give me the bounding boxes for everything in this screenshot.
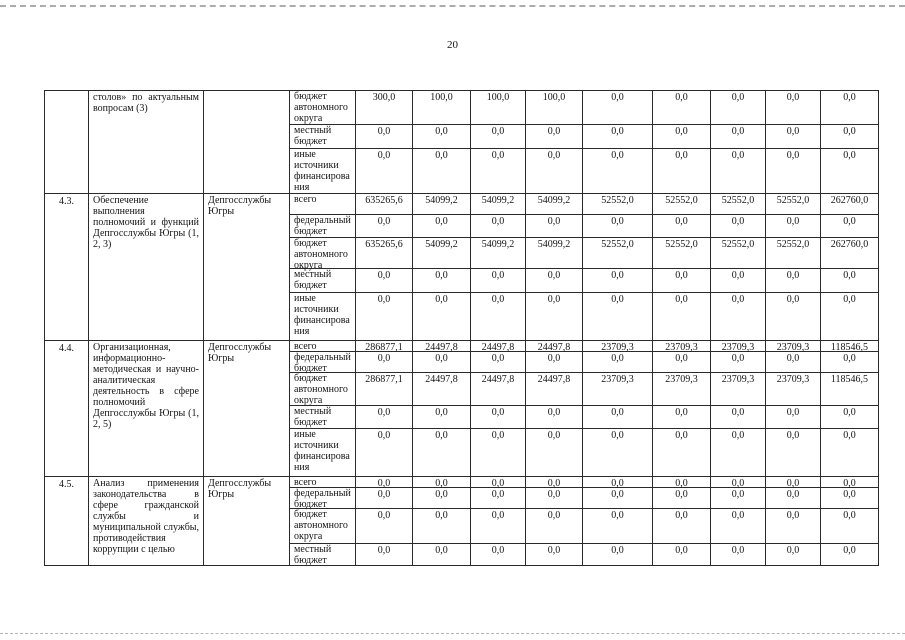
amount-cell: 23709,3 [766, 341, 821, 352]
amount-cell: 52552,0 [583, 194, 653, 215]
amount-cell: 0,0 [413, 488, 471, 509]
amount-cell: 0,0 [711, 509, 766, 544]
amount-cell: 0,0 [413, 509, 471, 544]
amount-cell: 0,0 [526, 215, 583, 238]
responsible-executor: Депгосслужбы Югры [204, 194, 290, 341]
funding-source: местный бюджет [290, 269, 356, 293]
amount-total-cell: 635265,6 [356, 194, 413, 215]
amount-cell: 0,0 [583, 488, 653, 509]
amount-cell: 0,0 [526, 149, 583, 194]
amount-total-cell: 300,0 [356, 91, 413, 125]
scan-edge-bottom [0, 633, 905, 634]
amount-total-cell: 0,0 [356, 269, 413, 293]
amount-cell: 0,0 [821, 269, 879, 293]
amount-cell: 0,0 [583, 406, 653, 429]
amount-total-cell: 286877,1 [356, 341, 413, 352]
amount-cell: 23709,3 [583, 341, 653, 352]
funding-source: местный бюджет [290, 406, 356, 429]
amount-cell: 0,0 [711, 91, 766, 125]
amount-cell: 0,0 [821, 509, 879, 544]
amount-cell: 23709,3 [583, 373, 653, 406]
amount-cell: 0,0 [821, 125, 879, 149]
amount-cell: 23709,3 [711, 341, 766, 352]
amount-cell: 0,0 [583, 477, 653, 488]
amount-cell: 262760,0 [821, 238, 879, 269]
amount-cell: 118546,5 [821, 373, 879, 406]
measure-number: 4.5. [45, 477, 89, 566]
amount-cell: 0,0 [766, 293, 821, 341]
amount-cell: 0,0 [526, 544, 583, 566]
amount-cell: 0,0 [471, 429, 526, 477]
amount-cell: 54099,2 [471, 238, 526, 269]
responsible-executor: Депгосслужбы Югры [204, 341, 290, 477]
amount-cell: 0,0 [413, 477, 471, 488]
amount-cell: 52552,0 [583, 238, 653, 269]
amount-total-cell: 0,0 [356, 293, 413, 341]
amount-cell: 0,0 [583, 509, 653, 544]
amount-cell: 0,0 [766, 509, 821, 544]
amount-total-cell: 0,0 [356, 429, 413, 477]
amount-cell: 0,0 [471, 477, 526, 488]
amount-cell: 0,0 [821, 477, 879, 488]
amount-cell: 0,0 [653, 91, 711, 125]
amount-cell: 0,0 [766, 429, 821, 477]
amount-cell: 0,0 [526, 293, 583, 341]
amount-cell: 0,0 [766, 149, 821, 194]
amount-cell: 0,0 [526, 269, 583, 293]
amount-cell: 0,0 [821, 149, 879, 194]
amount-cell: 0,0 [821, 406, 879, 429]
amount-cell: 0,0 [471, 125, 526, 149]
amount-cell: 0,0 [526, 488, 583, 509]
funding-source: бюджет автономного округа [290, 238, 356, 269]
amount-cell: 100,0 [526, 91, 583, 125]
amount-total-cell: 0,0 [356, 352, 413, 373]
amount-cell: 24497,8 [471, 373, 526, 406]
amount-cell: 0,0 [583, 544, 653, 566]
amount-cell: 0,0 [821, 429, 879, 477]
amount-cell: 0,0 [653, 544, 711, 566]
amount-total-cell: 286877,1 [356, 373, 413, 406]
amount-total-cell: 0,0 [356, 406, 413, 429]
amount-cell: 0,0 [653, 406, 711, 429]
amount-cell: 0,0 [821, 544, 879, 566]
amount-cell: 0,0 [766, 91, 821, 125]
amount-cell: 0,0 [766, 544, 821, 566]
funding-source: бюджет автономного округа [290, 509, 356, 544]
amount-cell: 0,0 [821, 91, 879, 125]
funding-source: иные источники финансирования [290, 149, 356, 194]
amount-cell: 0,0 [653, 149, 711, 194]
amount-cell: 0,0 [766, 125, 821, 149]
amount-cell: 24497,8 [413, 341, 471, 352]
measure-number [45, 91, 89, 194]
amount-cell: 0,0 [766, 352, 821, 373]
funding-source: всего [290, 194, 356, 215]
scan-edge-top [0, 5, 905, 7]
measure-name: Обеспечение выполнения полномочий и функций Депгосслужбы Югры (1, 2, 3) [89, 194, 204, 341]
amount-cell: 0,0 [583, 91, 653, 125]
funding-source: иные источники финансирования [290, 293, 356, 341]
amount-cell: 0,0 [711, 149, 766, 194]
amount-cell: 23709,3 [653, 341, 711, 352]
funding-source: всего [290, 341, 356, 352]
page-number: 20 [447, 39, 458, 51]
amount-cell: 0,0 [413, 125, 471, 149]
amount-cell: 0,0 [413, 406, 471, 429]
funding-source: бюджет автономного округа [290, 91, 356, 125]
amount-cell: 0,0 [653, 352, 711, 373]
amount-cell: 0,0 [526, 509, 583, 544]
amount-cell: 0,0 [471, 488, 526, 509]
amount-cell: 0,0 [413, 429, 471, 477]
funding-source: местный бюджет [290, 125, 356, 149]
responsible-executor: Депгосслужбы Югры [204, 477, 290, 566]
amount-cell: 0,0 [471, 406, 526, 429]
amount-cell: 0,0 [821, 352, 879, 373]
amount-cell: 0,0 [471, 149, 526, 194]
amount-cell: 0,0 [583, 215, 653, 238]
amount-cell: 54099,2 [526, 238, 583, 269]
amount-cell: 0,0 [471, 544, 526, 566]
amount-cell: 0,0 [583, 429, 653, 477]
amount-cell: 0,0 [653, 215, 711, 238]
amount-cell: 0,0 [413, 149, 471, 194]
amount-total-cell: 0,0 [356, 488, 413, 509]
measure-name: столов» по актуальным вопросам (3) [89, 91, 204, 194]
amount-cell: 0,0 [766, 269, 821, 293]
amount-cell: 0,0 [653, 293, 711, 341]
amount-total-cell: 0,0 [356, 125, 413, 149]
amount-cell: 0,0 [583, 293, 653, 341]
amount-cell: 54099,2 [471, 194, 526, 215]
amount-cell: 54099,2 [413, 194, 471, 215]
amount-cell: 0,0 [583, 352, 653, 373]
amount-cell: 24497,8 [413, 373, 471, 406]
measure-name: Организационная, информационно-методическая и научно-аналитическая деятельность в сфере полномочий Депгосслужбы Югры (1, 2, 5) [89, 341, 204, 477]
amount-cell: 0,0 [413, 293, 471, 341]
amount-cell: 0,0 [471, 509, 526, 544]
amount-cell: 0,0 [711, 269, 766, 293]
amount-total-cell: 0,0 [356, 215, 413, 238]
amount-cell: 0,0 [471, 215, 526, 238]
amount-total-cell: 635265,6 [356, 238, 413, 269]
amount-cell: 0,0 [413, 544, 471, 566]
amount-cell: 23709,3 [711, 373, 766, 406]
amount-cell: 0,0 [766, 406, 821, 429]
funding-source: федеральный бюджет [290, 215, 356, 238]
amount-cell: 0,0 [583, 125, 653, 149]
amount-cell: 100,0 [413, 91, 471, 125]
amount-total-cell: 0,0 [356, 477, 413, 488]
amount-total-cell: 0,0 [356, 509, 413, 544]
amount-cell: 0,0 [711, 125, 766, 149]
amount-cell: 0,0 [583, 149, 653, 194]
amount-cell: 0,0 [526, 406, 583, 429]
amount-cell: 0,0 [526, 477, 583, 488]
amount-cell: 23709,3 [653, 373, 711, 406]
amount-cell: 0,0 [711, 352, 766, 373]
amount-cell: 0,0 [471, 269, 526, 293]
amount-cell: 118546,5 [821, 341, 879, 352]
amount-cell: 0,0 [766, 215, 821, 238]
amount-cell: 0,0 [413, 215, 471, 238]
budget-table [44, 90, 879, 566]
amount-cell: 0,0 [526, 352, 583, 373]
amount-cell: 0,0 [766, 477, 821, 488]
amount-cell: 0,0 [583, 269, 653, 293]
amount-cell: 0,0 [711, 544, 766, 566]
amount-cell: 0,0 [653, 509, 711, 544]
amount-cell: 0,0 [711, 488, 766, 509]
amount-cell: 24497,8 [526, 341, 583, 352]
amount-cell: 0,0 [413, 269, 471, 293]
responsible-executor [204, 91, 290, 194]
amount-cell: 0,0 [821, 293, 879, 341]
amount-cell: 0,0 [526, 429, 583, 477]
amount-cell: 0,0 [526, 125, 583, 149]
amount-cell: 0,0 [471, 293, 526, 341]
amount-cell: 52552,0 [766, 238, 821, 269]
amount-cell: 0,0 [653, 488, 711, 509]
amount-cell: 52552,0 [711, 238, 766, 269]
amount-cell: 52552,0 [653, 194, 711, 215]
amount-cell: 0,0 [653, 269, 711, 293]
amount-cell: 0,0 [711, 293, 766, 341]
amount-cell: 0,0 [413, 352, 471, 373]
funding-source: федеральный бюджет [290, 352, 356, 373]
funding-source: бюджет автономного округа [290, 373, 356, 406]
amount-cell: 52552,0 [653, 238, 711, 269]
amount-cell: 0,0 [653, 477, 711, 488]
amount-cell: 0,0 [471, 352, 526, 373]
funding-source: всего [290, 477, 356, 488]
amount-cell: 54099,2 [526, 194, 583, 215]
amount-cell: 0,0 [653, 429, 711, 477]
funding-source: местный бюджет [290, 544, 356, 566]
amount-cell: 0,0 [766, 488, 821, 509]
amount-cell: 52552,0 [766, 194, 821, 215]
amount-cell: 23709,3 [766, 373, 821, 406]
amount-cell: 24497,8 [526, 373, 583, 406]
amount-cell: 0,0 [821, 215, 879, 238]
amount-cell: 0,0 [711, 429, 766, 477]
measure-number: 4.3. [45, 194, 89, 341]
amount-cell: 0,0 [711, 215, 766, 238]
amount-total-cell: 0,0 [356, 544, 413, 566]
amount-cell: 24497,8 [471, 341, 526, 352]
amount-cell: 100,0 [471, 91, 526, 125]
measure-number: 4.4. [45, 341, 89, 477]
amount-cell: 52552,0 [711, 194, 766, 215]
amount-total-cell: 0,0 [356, 149, 413, 194]
funding-source: иные источники финансирования [290, 429, 356, 477]
amount-cell: 0,0 [653, 125, 711, 149]
amount-cell: 54099,2 [413, 238, 471, 269]
funding-source: федеральный бюджет [290, 488, 356, 509]
amount-cell: 0,0 [711, 406, 766, 429]
measure-name: Анализ применения законодательства в сфере гражданской службы и муниципальной службы, противодействия коррупции с целью [89, 477, 204, 566]
amount-cell: 0,0 [711, 477, 766, 488]
amount-cell: 262760,0 [821, 194, 879, 215]
amount-cell: 0,0 [821, 488, 879, 509]
